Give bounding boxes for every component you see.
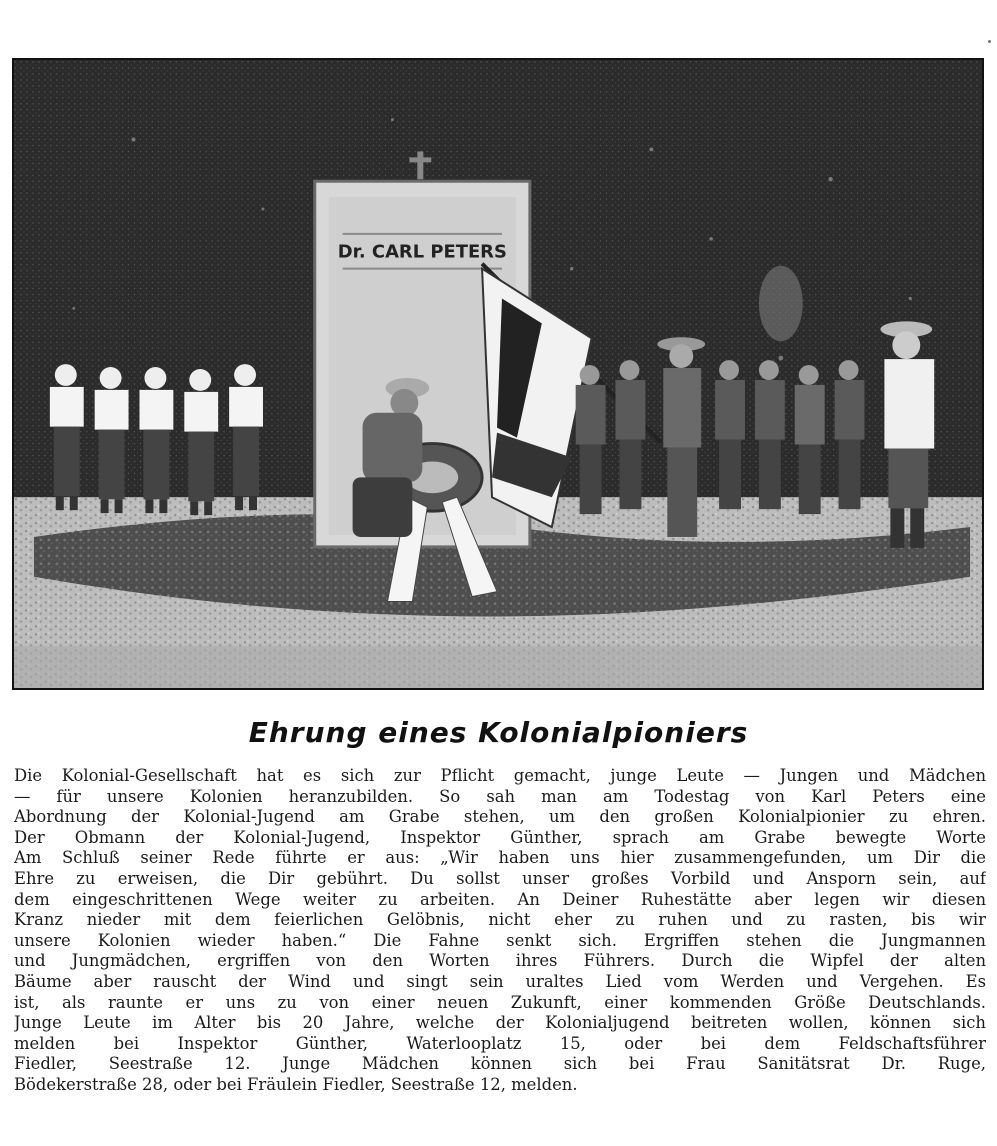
article-line: Die Kolonial-Gesellschaft hat es sich zur Pflicht gemacht, junge Leute — Jungen und Mädchen [14, 766, 986, 785]
article-line: Fiedler, Seestraße 12. Junge Mädchen können sich bei Frau Sanitätsrat Dr. Ruge, [14, 1054, 986, 1074]
photo-illustration [14, 60, 982, 688]
article-line: Bödekerstraße 28, oder bei Fräulein Fiedler, Seestraße 12, melden. [14, 1074, 578, 1094]
headline: Ehrung eines Kolonialpioniers [248, 716, 749, 749]
article-line: unsere Kolonien wieder haben.“ Die Fahne senkt sich. Ergriffen stehen die Jungmannen [14, 930, 986, 950]
article-line: Abordnung der Kolonial-Jugend am Grabe stehen, um den großen Kolonialpionier zu ehren. [14, 807, 986, 827]
article-line: Am Schluß seiner Rede führte er aus: „Wir haben uns hier zusammengefunden, um Dir die [14, 848, 986, 868]
article-line: Bäume aber rauscht der Wind und singt sein uraltes Lied vom Werden und Vergehen. Es [14, 971, 986, 991]
stone-inscription: Dr. CARL PETERS [337, 241, 507, 263]
article-line: Junge Leute im Alter bis 20 Jahre, welche der Kolonialjugend beitreten wollen, können sich [14, 1013, 986, 1033]
article-line: Kranz nieder mit dem feierlichen Gelöbnis, nicht eher zu ruhen und zu rasten, bis wir [14, 910, 986, 930]
news-photo [12, 58, 984, 690]
article-line: und Jungmädchen, ergriffen von den Worten ihres Führers. Durch die Wipfel der alten [14, 951, 986, 971]
article-line: Der Obmann der Kolonial-Jugend, Inspektor Günther, sprach am Grabe bewegte Worte [14, 827, 986, 847]
article-body [14, 766, 986, 1096]
article-line: — für unsere Kolonien heranzubilden. So sah man am Todestag von Karl Peters eine [14, 786, 986, 806]
article-line: ist, als raunte er uns zu von einer neuen Zukunft, einer kommenden Größe Deutschlands. [14, 992, 986, 1012]
article-line: melden bei Inspektor Günther, Waterlooplatz 15, oder bei dem Feldschaftsführer [14, 1033, 986, 1053]
print-speck [988, 40, 991, 43]
article-line: dem eingeschrittenen Wege weiter zu arbeiten. An Deiner Ruhestätte aber legen wir diesen [14, 889, 986, 909]
article-line: Ehre zu erweisen, die Dir gebührt. Du sollst unser großes Vorbild und Ansporn sein, auf [14, 868, 986, 888]
